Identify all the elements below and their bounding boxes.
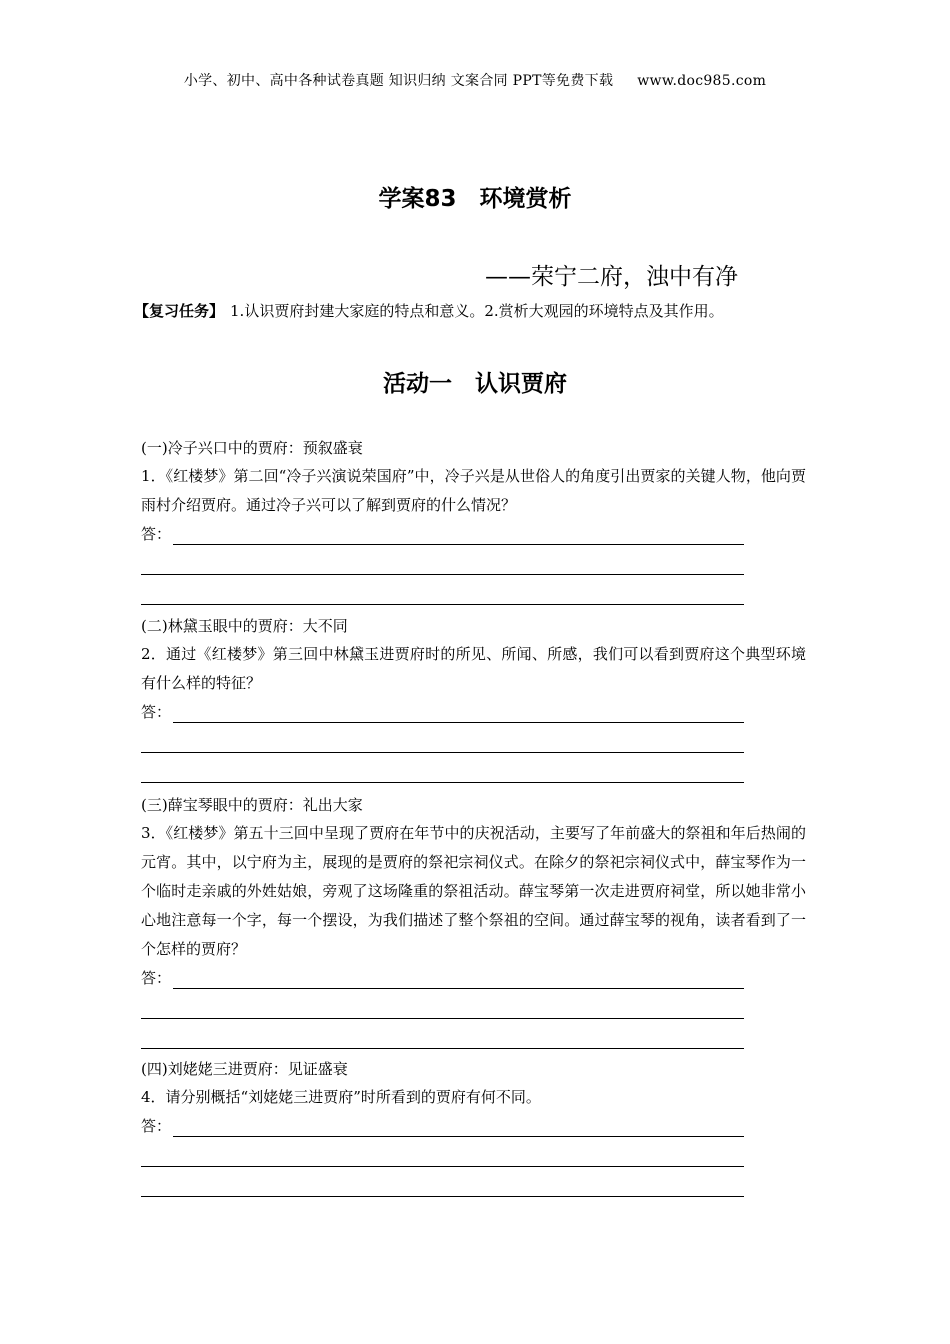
header-url[interactable]: www.doc985.com	[637, 73, 767, 89]
page-subtitle: ——荣宁二府，浊中有净	[485, 264, 738, 290]
answer-rule	[141, 1196, 744, 1197]
answer-rule	[141, 752, 744, 753]
review-task-label: 【复习任务】	[134, 302, 225, 320]
answer-rule	[173, 722, 744, 723]
page-header	[0, 70, 950, 90]
answer-rule	[141, 782, 744, 783]
review-task	[134, 300, 724, 321]
answer-rule	[141, 574, 744, 575]
answer-line[interactable]	[141, 698, 806, 728]
review-task-text: 1.认识贾府封建大家庭的特点和意义。2.赏析大观园的环境特点及其作用。	[230, 302, 724, 320]
answer-label: 答：	[141, 525, 172, 543]
section-title: (一)冷子兴口中的贾府：预叙盛衰	[141, 439, 363, 457]
answer-rule	[141, 1166, 744, 1167]
answer-line[interactable]	[141, 1112, 806, 1142]
section-3	[141, 791, 806, 1054]
answer-label: 答：	[141, 1117, 172, 1135]
question-text: 1．《红楼梦》第二回“冷子兴演说荣国府”中，冷子兴是从世俗人的角度引出贾家的关键人物，他向贾雨村介绍贾府。通过冷子兴可以了解到贾府的什么情况？	[141, 467, 806, 514]
answer-rule	[173, 1136, 744, 1137]
answer-line[interactable]	[141, 550, 806, 580]
answer-line[interactable]	[141, 1172, 806, 1202]
answer-rule	[141, 1018, 744, 1019]
answer-line[interactable]	[141, 964, 806, 994]
section-2	[141, 612, 806, 788]
answer-rule	[173, 988, 744, 989]
answer-label: 答：	[141, 703, 172, 721]
answer-label: 答：	[141, 969, 172, 987]
answer-line[interactable]	[141, 1142, 806, 1172]
section-title: (三)薛宝琴眼中的贾府：礼出大家	[141, 796, 363, 814]
answer-line[interactable]	[141, 580, 806, 610]
section-1	[141, 434, 806, 610]
question-text: 2．通过《红楼梦》第三回中林黛玉进贾府时的所见、所闻、所感，我们可以看到贾府这个典型环境有什么样的特征？	[141, 645, 806, 692]
answer-rule	[141, 1048, 744, 1049]
question-text: 4．请分别概括“刘姥姥三进贾府”时所看到的贾府有何不同。	[141, 1088, 541, 1106]
page-title: 学案83 环境赏析	[378, 186, 572, 212]
answer-line[interactable]	[141, 520, 806, 550]
answer-line[interactable]	[141, 758, 806, 788]
section-4	[141, 1055, 806, 1202]
section-title: (四)刘姥姥三进贾府：见证盛衰	[141, 1060, 348, 1078]
question-text: 3．《红楼梦》第五十三回中呈现了贾府在年节中的庆祝活动，主要写了年前盛大的祭祖和年后热闹的元宵。其中，以宁府为主，展现的是贾府的祭祀宗祠仪式。在除夕的祭祀宗祠仪式中，薛宝琴作为一个临时走亲戚的外姓姑娘，旁观了这场隆重的祭祖活动。薛宝琴第一次走进贾府祠堂，所以她非常小心地注意每一个字，每一个摆设，为我们描述了整个祭祖的空间。通过薛宝琴的视角，读者看到了一个怎样的贾府？	[141, 824, 806, 958]
answer-line[interactable]	[141, 1024, 806, 1054]
activity-title: 活动一 认识贾府	[383, 371, 567, 397]
answer-rule	[173, 544, 744, 545]
answer-line[interactable]	[141, 994, 806, 1024]
answer-rule	[141, 604, 744, 605]
header-text: 小学、初中、高中各种试卷真题 知识归纳 文案合同 PPT等免费下载	[183, 73, 614, 89]
answer-line[interactable]	[141, 728, 806, 758]
section-title: (二)林黛玉眼中的贾府：大不同	[141, 617, 348, 635]
